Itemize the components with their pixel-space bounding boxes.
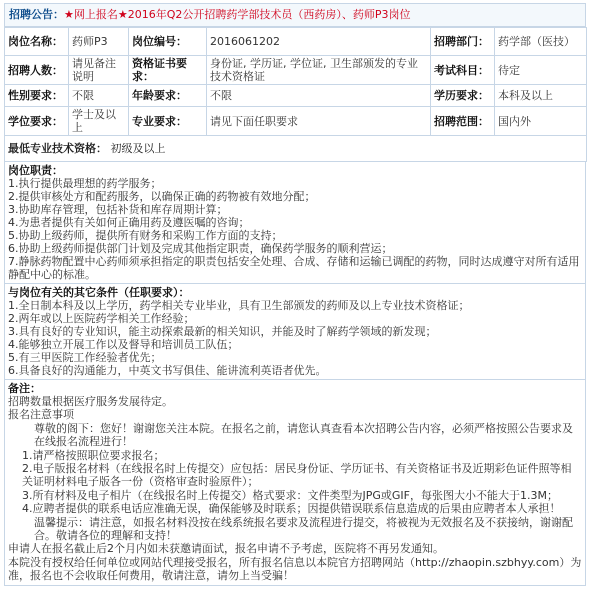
major-label: 专业要求： [129, 107, 207, 136]
job-posting [4, 3, 586, 586]
note-line: 招聘数量根据医疗服务发展待定。 [8, 395, 173, 408]
requirement-line: 5.有三甲医院工作经验者优先； [8, 351, 162, 364]
exam-label: 考试科目： [431, 56, 495, 85]
cert-value: 身份证, 学历证, 学位证, 卫生部颁发的专业技术资格证 [207, 56, 431, 85]
note-greeting: 尊敬的阁下：您好！谢谢您关注本院。在报名之前，请您认真查看本次招聘公告内容，必须严格按照公告要求及在线报名流程进行！ [34, 421, 573, 449]
announcement-title[interactable]: ★网上报名★2016年Q2公开招聘药学部技术员（西药房）、药师P3岗位 [64, 8, 411, 21]
requirement-line: 1.全日制本科及以上学历，药学相关专业毕业，具有卫生部颁发的药师及以上专业技术资格证； [8, 299, 470, 312]
edu-value: 本科及以上 [495, 85, 587, 107]
exam-value: 待定 [495, 56, 587, 85]
range-label: 招聘范围： [431, 107, 495, 136]
post-code-label: 岗位编号： [129, 28, 207, 56]
gender-label: 性别要求： [5, 85, 69, 107]
requirement-line: 3.具有良好的专业知识，能主动探索最新的相关知识，并能及时了解药学领域的新发现； [8, 325, 437, 338]
note-closing: 本院没有授权给任何单位或网站代理接受报名，所有报名信息以本院官方招聘网站（http://zhaopin.szbhyy.com）为准，报名也不会收取任何费用，敬请注意，请勿上当受骗！ [8, 555, 582, 583]
requirement-line: 6.具备良好的沟通能力，中英文书写俱佳、能讲流利英语者优先。 [8, 364, 327, 377]
note-closing: 申请人在报名截止后2个月内如未获邀请面试，报名申请不予考虑，医院将不再另发通知。 [8, 542, 444, 556]
requirement-line: 4.能够独立开展工作以及督导和培训员工队伍； [8, 338, 239, 351]
cert-label: 资格证书要求： [129, 56, 207, 85]
note-heading: 备注： [8, 382, 41, 395]
duties-heading: 岗位职责： [8, 164, 63, 177]
announcement-label: 招聘公告： [9, 8, 64, 21]
count-label: 招聘人数： [5, 56, 69, 85]
row-title-req [5, 136, 587, 162]
announcement-banner [4, 3, 586, 27]
major-value: 请见下面任职要求 [207, 107, 431, 136]
row-count [5, 56, 587, 85]
note-item: 2.电子版报名材料（在线报名时上传提交）应包括：居民身份证、学历证书、有关资格证书及近期彩色证件照等相关证明材料电子版各一份（资格审查时验原件）； [22, 462, 572, 489]
count-value: 请见备注说明 [69, 56, 129, 85]
note-reminder: 温馨提示：请注意，如报名材料没按在线系统报名要求及流程进行提交，将被视为无效报名及不获接纳，谢谢配合。敬请各位的理解和支持！ [34, 515, 573, 543]
duty-line: 1.执行提供最理想的药学服务； [8, 177, 162, 190]
edu-label: 学历要求： [431, 85, 495, 107]
title-req-value: 初级及以上 [110, 142, 166, 155]
duty-line: 4.为患者提供有关如何正确用药及遵医嘱的咨询； [8, 216, 250, 229]
row-gender [5, 85, 587, 107]
requirements-heading: 与岗位有关的其它条件（任职要求）： [8, 286, 190, 299]
degree-value: 学士及以上 [69, 107, 129, 136]
note-line: 报名注意事项 [8, 408, 74, 422]
requirements-section [4, 284, 586, 380]
requirement-line: 2.两年或以上医院药学相关工作经验； [8, 312, 195, 325]
dept-label: 招聘部门： [431, 28, 495, 56]
duty-line: 3.协助库存管理，包括补货和库存周期计算； [8, 203, 228, 216]
post-code-value: 2016061202 [207, 28, 431, 56]
row-degree [5, 107, 587, 136]
degree-label: 学位要求： [5, 107, 69, 136]
title-req-label: 最低专业技术资格： [8, 142, 107, 155]
note-item: 1.请严格按照职位要求报名； [22, 448, 165, 462]
age-value: 不限 [207, 85, 431, 107]
duty-line: 6.协助上级药师提供部门计划及完成其他指定职责，确保药学服务的顺利营运； [8, 242, 393, 255]
duties-section [4, 162, 586, 284]
note-item: 4.应聘者提供的联系电话应准确无误，确保能够及时联系；因提供错误联系信息造成的后果由应聘者本人承担！ [22, 502, 561, 516]
post-name-value: 药师P3 [69, 28, 129, 56]
duty-line: 2.提供审核处方和配药服务，以确保正确的药物被有效地分配； [8, 190, 316, 203]
note-section [4, 380, 586, 586]
range-value: 国内外 [495, 107, 587, 136]
row-post [5, 28, 587, 56]
post-name-label: 岗位名称： [5, 28, 69, 56]
gender-value: 不限 [69, 85, 129, 107]
dept-value: 药学部（医技） [495, 28, 587, 56]
age-label: 年龄要求： [129, 85, 207, 107]
note-item: 3.所有材料及电子相片（在线报名时上传提交）格式要求：文件类型为JPG或GIF，每张图大小不能大于1.3M； [22, 488, 558, 502]
duty-line: 7.静脉药物配置中心药师须承担指定的职责包括安全处理、合成、存储和运输已调配的药物，同时达成遵守对所有适用静配中心的标准。 [8, 255, 580, 281]
job-info-table [4, 27, 587, 162]
duty-line: 5.协助上级药师，提供所有财务和采购工作方面的支持； [8, 229, 283, 242]
